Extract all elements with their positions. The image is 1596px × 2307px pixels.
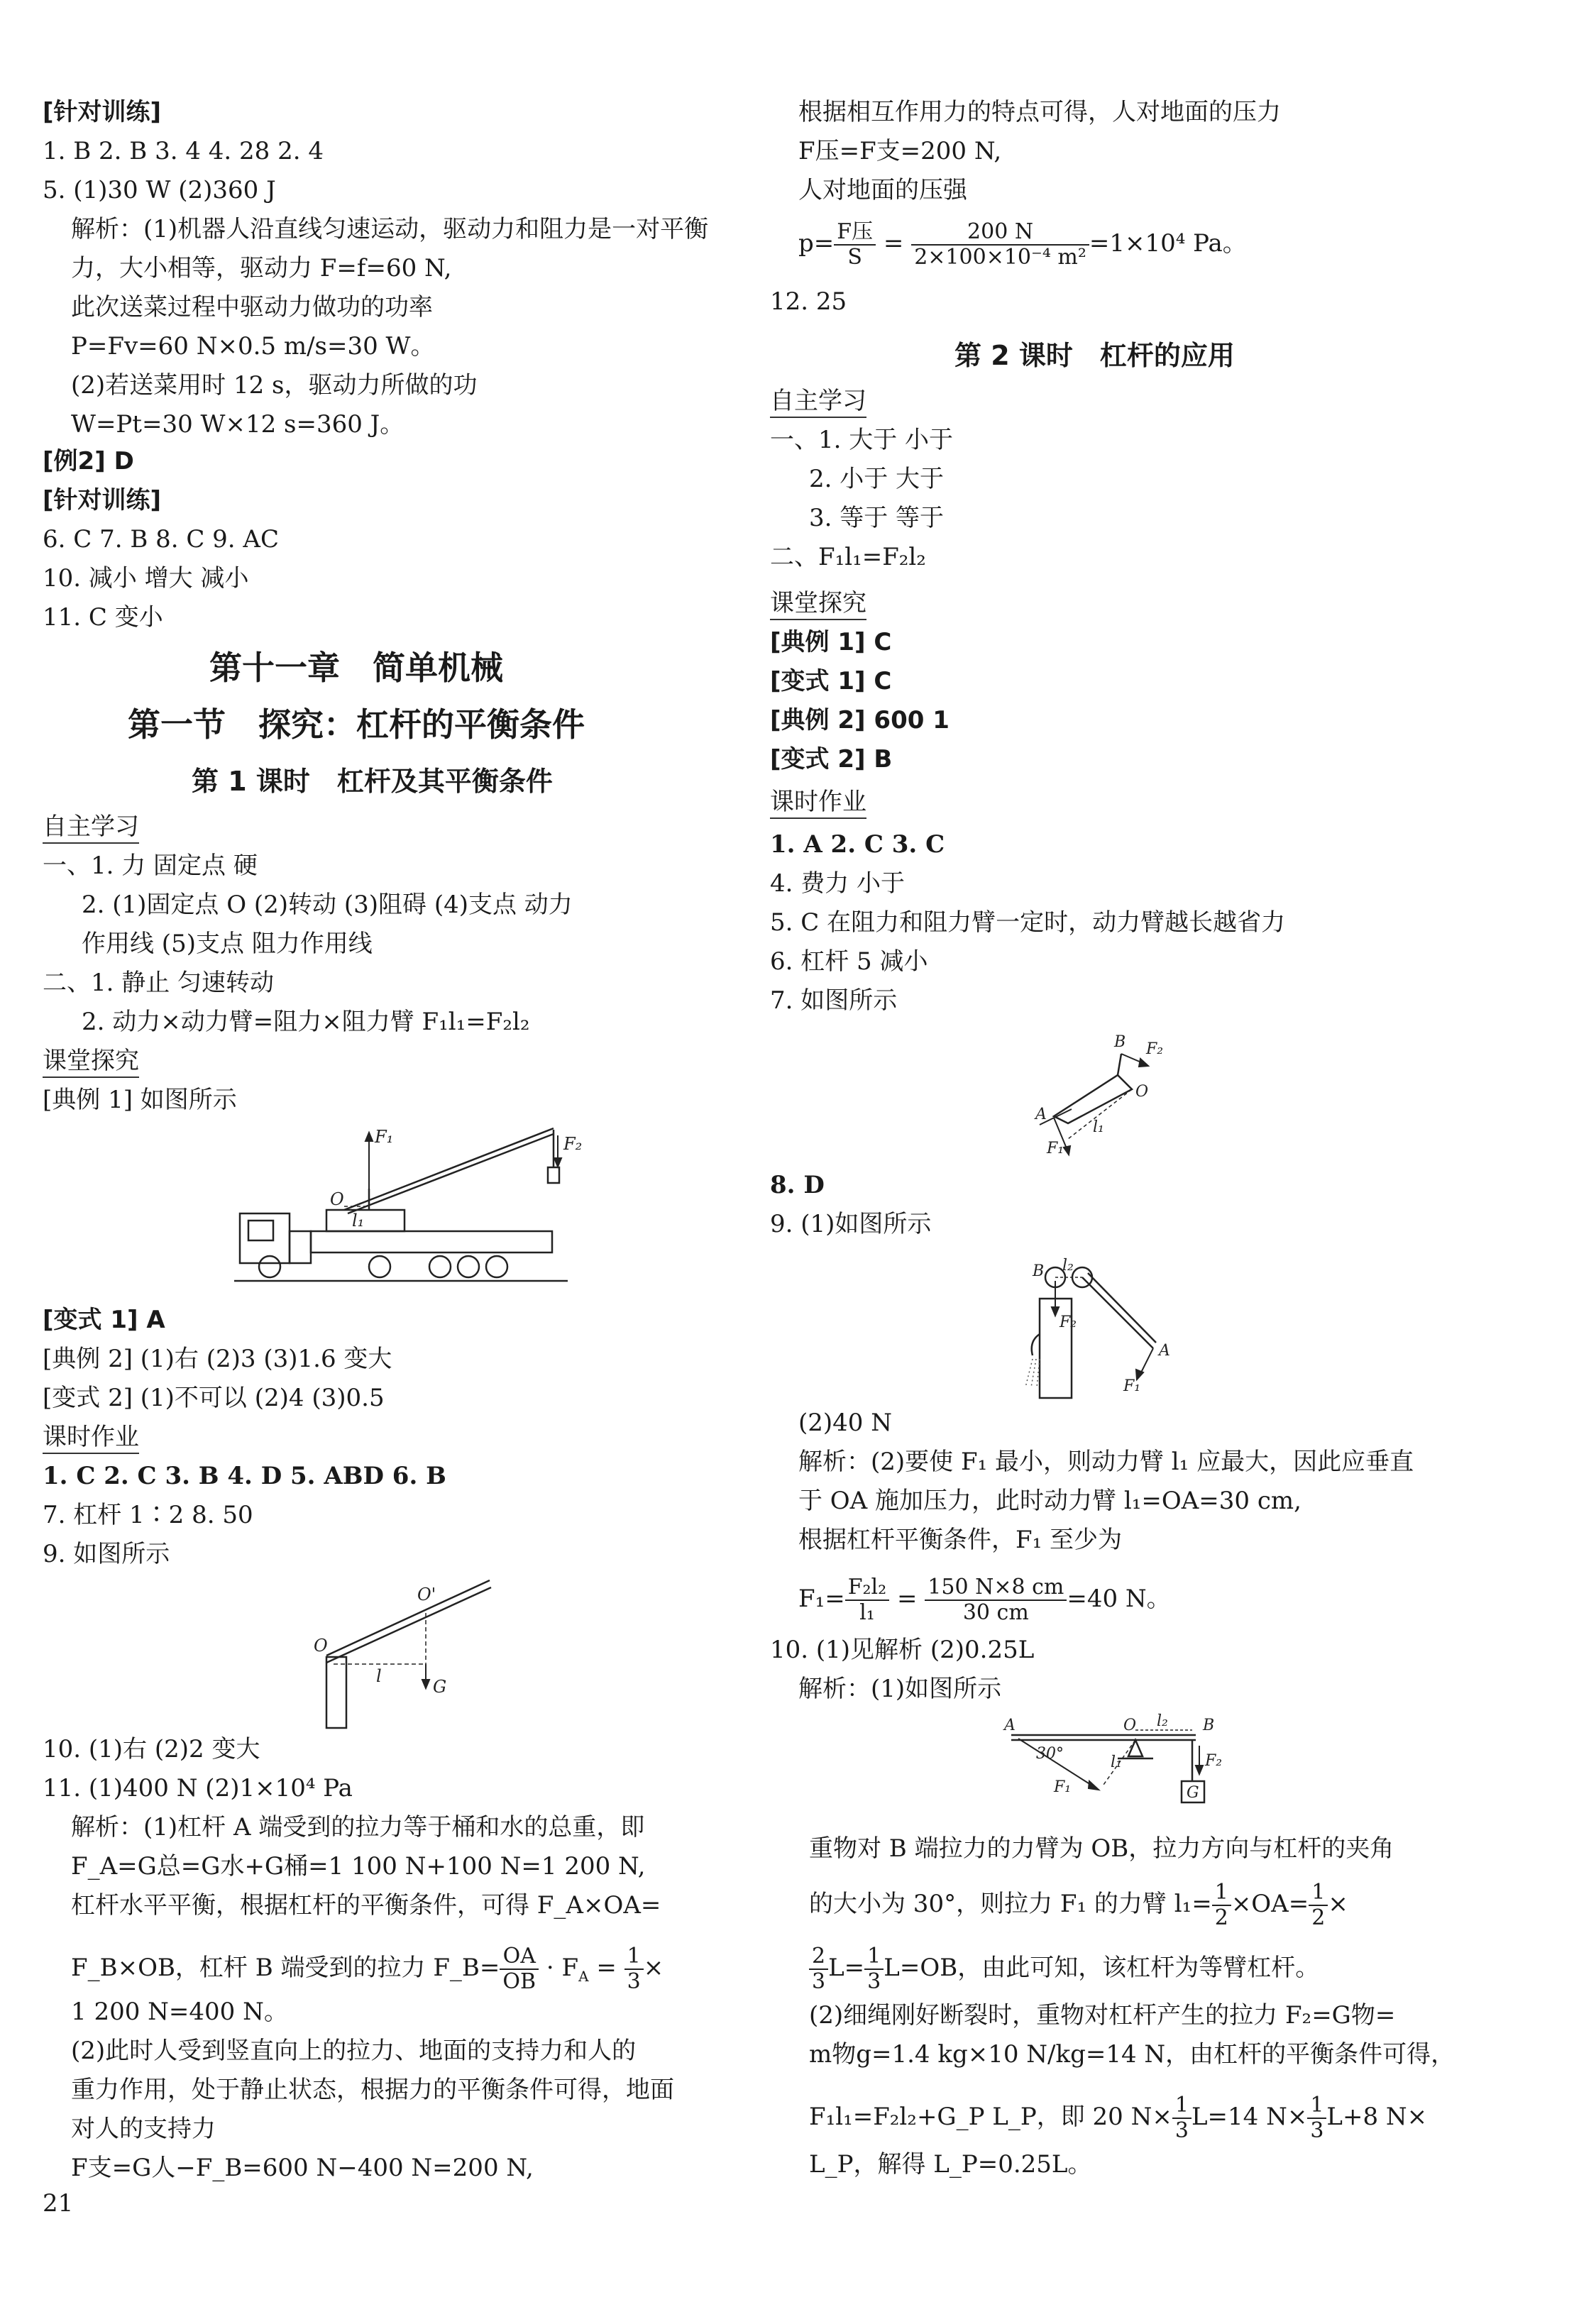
- force-f1-label: F₁: [1054, 1778, 1072, 1796]
- answer-line: 二、F₁l₁=F₂l₂: [770, 543, 926, 571]
- answer-line: 5. C 在阻力和阻力臂一定时，动力臂越长越省力: [770, 908, 1286, 937]
- analysis-line: F_A=G总=G水+G桶=1 100 N+100 N=1 200 N,: [71, 1852, 646, 1881]
- point-a-label: A: [1159, 1342, 1170, 1360]
- analysis-line: F_B×OB，杠杆 B 端受到的拉力 F_B= $\frac{OA}{OB}$ · $F_A$ = $\frac{1}{3}$ ×: [71, 1944, 664, 1994]
- analysis-line: 根据杠杆平衡条件，F₁ 至少为: [798, 1526, 1123, 1554]
- fraction-one-third: $\frac{1}{3}$: [624, 1944, 644, 1994]
- answer-line: (2)40 N: [798, 1409, 892, 1437]
- point-a-label: A: [1035, 1106, 1047, 1123]
- fraction-pressure-values: $\frac{200 N}{\text{2×100×10⁻⁴ m²}}$: [911, 220, 1089, 270]
- analysis-line: 1 200 N=400 N。: [71, 1998, 288, 2026]
- answer-line: 11. C 变小: [43, 603, 163, 632]
- class-explore-heading: 课堂探究: [43, 1047, 139, 1078]
- analysis-line: F₁l₁=F₂l₂+G_P L_P，即 20 N× $\frac{1}{3}$ L=14 N× $\frac{1}{3}$ L+8 N×: [809, 2093, 1428, 2143]
- answer-line: [典例 2] (1)右 (2)3 (3)1.6 变大: [43, 1345, 392, 1373]
- answer-line: 3. 等于 等于: [809, 504, 945, 532]
- answer-line: 二、1. 静止 匀速转动: [43, 969, 275, 997]
- fraction-one-third: $\frac{1}{3}$: [1307, 2093, 1326, 2143]
- fraction-one-half: $\frac{1}{2}$: [1309, 1881, 1328, 1930]
- f1-formula: F₁= $\frac{\text{F₂l₂}}{\text{l₁}}$ = $\frac{150 N\times 8 cm}{30 cm}$ =40 N。: [798, 1575, 1171, 1625]
- analysis-line: 人对地面的压强: [798, 176, 967, 204]
- analysis-line: 的大小为 30°，则拉力 F₁ 的力臂 l₁= $\frac{1}{2}$ ×OA= $\frac{1}{2}$ ×: [809, 1880, 1348, 1930]
- analysis-line: m物g=1.4 kg×10 N/kg=14 N，由杠杆的平衡条件可得，: [809, 2040, 1455, 2069]
- answer-line: 1. C 2. C 3. B 4. D 5. ABD 6. B: [43, 1462, 446, 1490]
- answer-line: 10. 减小 增大 减小: [43, 564, 249, 593]
- analysis-text: F_B×OB，杠杆 B 端受到的拉力 F_B=: [71, 1954, 500, 1982]
- example-2-answer: [例2] D: [43, 447, 134, 475]
- fraction-f2l2-l1: $\frac{\text{F₂l₂}}{\text{l₁}}$: [845, 1575, 889, 1625]
- analysis-line: (2)若送菜用时 12 s，驱动力所做的功: [71, 371, 478, 400]
- example-1-line: [典例 1] 如图所示: [43, 1086, 237, 1114]
- gravity-g-label: G: [433, 1677, 447, 1697]
- lesson-title: 第 1 课时 杠杆及其平衡条件: [192, 766, 553, 797]
- force-f1-label: F₁: [375, 1127, 394, 1147]
- answer-line: 1. B 2. B 3. 4 4. 28 2. 4: [43, 137, 324, 165]
- lever-figure-q10: [1004, 1710, 1223, 1831]
- analysis-line: 根据相互作用力的特点可得，人对地面的压力: [798, 98, 1281, 126]
- answer-line: 11. (1)400 N (2)1×10⁴ Pa: [43, 1774, 353, 1802]
- analysis-line: 力，大小相等，驱动力 F=f=60 N,: [71, 254, 452, 282]
- answer-line: 1. A 2. C 3. C: [770, 830, 945, 859]
- answer-line: [变式 1] C: [770, 667, 892, 695]
- point-b-label: B: [1203, 1717, 1215, 1734]
- analysis-line: 杠杆水平平衡，根据杠杆的平衡条件，可得 F_A×OA=: [71, 1891, 661, 1920]
- answer-line: 6. 杠杆 5 减小: [770, 947, 928, 976]
- answer-line: 作用线 (5)支点 阻力作用线: [82, 930, 373, 958]
- class-explore-heading: 课堂探究: [770, 589, 866, 620]
- fraction-one-third: $\frac{1}{3}$: [864, 1944, 884, 1994]
- pivot-o-label: O: [314, 1636, 328, 1656]
- analysis-line: 解析：(1)机器人沿直线匀速运动，驱动力和阻力是一对平衡: [71, 215, 709, 243]
- analysis-line: 解析：(1)如图所示: [798, 1675, 1002, 1703]
- fraction-one-third: $\frac{1}{3}$: [1172, 2093, 1192, 2143]
- answer-line: 9. (1)如图所示: [770, 1210, 932, 1238]
- answer-line: 5. (1)30 W (2)360 J: [43, 176, 276, 204]
- answer-line: 6. C 7. B 8. C 9. AC: [43, 525, 279, 554]
- force-f2-label: F₂: [1205, 1752, 1223, 1770]
- heading-targeted-training: [针对训练]: [43, 98, 162, 126]
- answer-line: 12. 25: [770, 287, 847, 316]
- chapter-title: 第十一章 简单机械: [209, 649, 503, 687]
- fraction-two-thirds: $\frac{2}{3}$: [809, 1944, 828, 1994]
- analysis-line: F支=G人−F_B=600 N−400 N=200 N,: [71, 2154, 534, 2182]
- homework-heading: 课时作业: [43, 1423, 139, 1454]
- force-f2-label: F₂: [563, 1134, 583, 1154]
- analysis-line: 此次送菜过程中驱动力做功的功率: [71, 293, 433, 321]
- arm-l2-label: l₂: [1062, 1257, 1074, 1274]
- answer-line: 7. 如图所示: [770, 986, 898, 1015]
- point-o-prime-label: O': [417, 1585, 436, 1604]
- answer-line: 7. 杠杆 1∶2 8. 50: [43, 1501, 253, 1529]
- analysis-line: 重力作用，处于静止状态，根据力的平衡条件可得，地面: [71, 2076, 674, 2104]
- heading-targeted-training: [针对训练]: [43, 486, 162, 514]
- answer-line: 10. (1)见解析 (2)0.25L: [770, 1636, 1035, 1664]
- analysis-line: F压=F支=200 N,: [798, 137, 1002, 165]
- analysis-line: W=Pt=30 W×12 s=360 J。: [71, 410, 404, 439]
- force-f1-label: F₁: [1123, 1377, 1141, 1395]
- lesson-title: 第 2 课时 杠杆的应用: [954, 340, 1235, 371]
- arm-l-label: l: [376, 1666, 382, 1686]
- homework-heading: 课时作业: [770, 788, 866, 819]
- analysis-line: 解析：(2)要使 F₁ 最小，则动力臂 l₁ 应最大，因此应垂直: [798, 1448, 1414, 1476]
- point-b-label: B: [1114, 1033, 1126, 1051]
- self-study-heading: 自主学习: [43, 813, 139, 844]
- pivot-o-label: O: [1123, 1717, 1137, 1734]
- lever-figure-q9: [1004, 1249, 1189, 1405]
- answer-line: 10. (1)右 (2)2 变大: [43, 1735, 260, 1763]
- lever-figure-q7: [1025, 1025, 1189, 1167]
- variant-1-answer: [变式 1] A: [43, 1306, 165, 1334]
- answer-line: 一、1. 力 固定点 硬: [43, 852, 258, 880]
- angle-30-label: 30°: [1036, 1745, 1064, 1763]
- analysis-line: (2)细绳刚好断裂时，重物对杠杆产生的拉力 F₂=G物=: [809, 2001, 1396, 2030]
- analysis-line: 重物对 B 端拉力的力臂为 OB，拉力方向与杠杆的夹角: [809, 1834, 1394, 1863]
- force-f1-label: F₁: [1047, 1140, 1064, 1157]
- answer-line: 2. (1)固定点 O (2)转动 (3)阻碍 (4)支点 动力: [82, 891, 573, 919]
- analysis-line: L_P，解得 L_P=0.25L。: [809, 2150, 1092, 2179]
- answer-line: [典例 2] 600 1: [770, 706, 950, 734]
- analysis-line: 解析：(1)杠杆 A 端受到的拉力等于桶和水的总重，即: [71, 1813, 645, 1841]
- answer-line: 8. D: [770, 1171, 825, 1199]
- point-a-label: A: [1004, 1717, 1016, 1734]
- force-f2-label: F₂: [1146, 1040, 1164, 1058]
- section-title: 第一节 探究：杠杆的平衡条件: [128, 705, 585, 744]
- arm-l1-label: l₁: [1093, 1118, 1104, 1136]
- answer-line: [典例 1] C: [770, 628, 892, 656]
- self-study-heading: 自主学习: [770, 387, 866, 418]
- analysis-line: $\frac{2}{3}$ L= $\frac{1}{3}$ L=OB，由此可知，该杠杆为等臂杠杆。: [809, 1944, 1319, 1994]
- crane-truck-figure: [227, 1121, 582, 1292]
- weight-g-label: G: [1187, 1784, 1199, 1802]
- arm-l1-label: l₁: [352, 1211, 365, 1230]
- fraction-f-over-s: $\frac{\text{F压}}{S}$: [834, 220, 876, 270]
- answer-line: 2. 小于 大于: [809, 465, 945, 493]
- pressure-formula: p= $\frac{\text{F压}}{S}$ = $\frac{200 N}{\text{2×100×10⁻⁴ m²}}$ =1×10⁴ Pa。: [798, 219, 1247, 270]
- force-f2-label: F₂: [1060, 1314, 1077, 1331]
- analysis-line: 对人的支持力: [71, 2115, 216, 2143]
- analysis-line: (2)此时人受到竖直向上的拉力、地面的支持力和人的: [71, 2037, 637, 2065]
- answer-line: 2. 动力×动力臂=阻力×阻力臂 F₁l₁=F₂l₂: [82, 1008, 530, 1036]
- answer-line: 一、1. 大于 小于: [770, 426, 954, 454]
- answer-line: [变式 2] (1)不可以 (2)4 (3)0.5: [43, 1384, 385, 1412]
- arm-l1-label: l₁: [1111, 1753, 1122, 1771]
- pivot-o-label: O: [1135, 1083, 1149, 1101]
- point-b-label: B: [1033, 1262, 1045, 1280]
- arm-l2-label: l₂: [1157, 1712, 1168, 1730]
- barrier-lever-figure: [284, 1572, 511, 1735]
- answer-line: 4. 费力 小于: [770, 869, 906, 898]
- analysis-line: 于 OA 施加压力，此时动力臂 l₁=OA=30 cm,: [798, 1487, 1301, 1515]
- fraction-one-half: $\frac{1}{2}$: [1212, 1881, 1231, 1930]
- analysis-line: P=Fv=60 N×0.5 m/s=30 W。: [71, 332, 435, 360]
- fraction-oa-ob: $\frac{OA}{OB}$: [500, 1944, 539, 1994]
- page-number: 21: [43, 2189, 74, 2218]
- fraction-f1-values: $\frac{150 N\times 8 cm}{30 cm}$: [925, 1575, 1067, 1625]
- answer-line: 9. 如图所示: [43, 1540, 170, 1568]
- pivot-o-label: O: [330, 1189, 344, 1209]
- answer-line: [变式 2] B: [770, 745, 893, 773]
